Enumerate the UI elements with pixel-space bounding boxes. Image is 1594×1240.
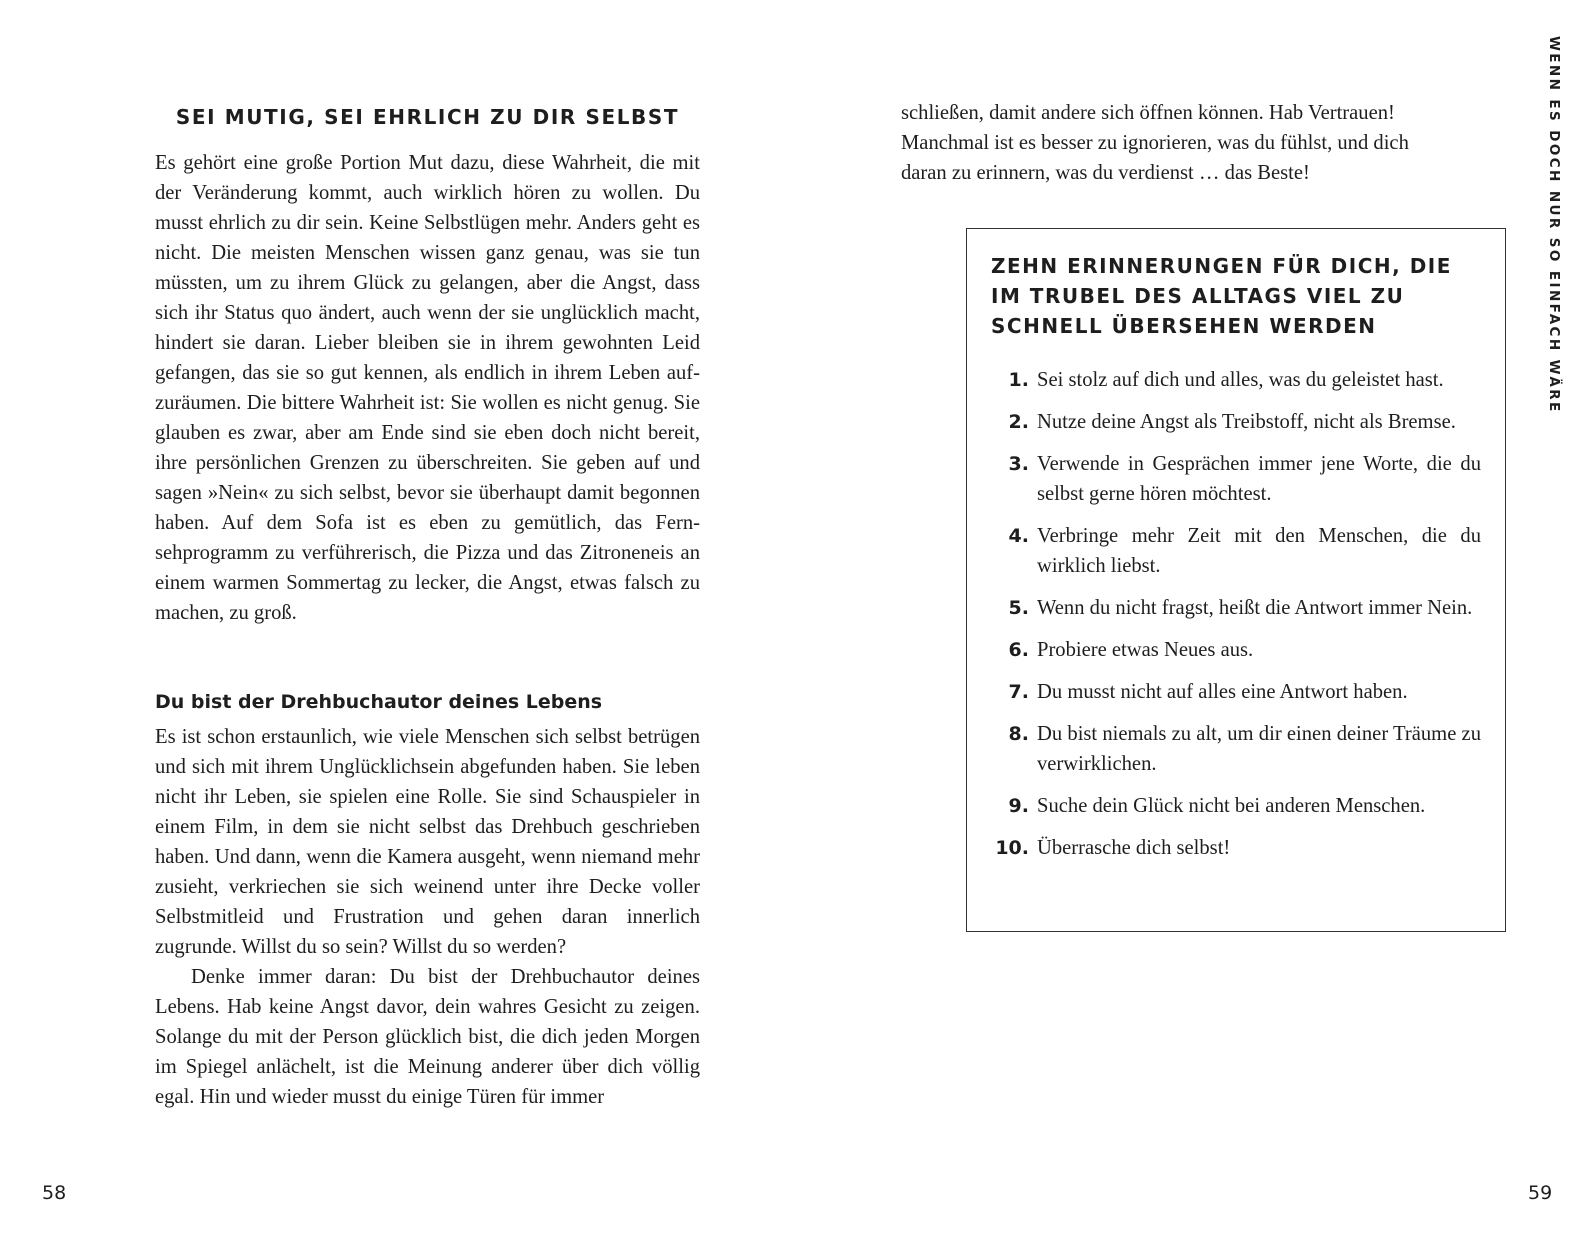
list-item-number: 8. [1008, 723, 1029, 745]
right-page-column [901, 98, 1446, 188]
reminders-box [966, 228, 1506, 932]
list-item-text: Verwende in Gesprächen immer jene Worte, die du selbst gerne hören möchtest. [1037, 453, 1481, 505]
subheading: Du bist der Drehbuchautor deines Lebens [155, 691, 603, 713]
list-item [991, 407, 1481, 437]
list-item [991, 449, 1481, 509]
section-title: SEI MUTIG, SEI EHRLICH ZU DIR SELBST [175, 105, 680, 129]
list-item-number: 9. [1008, 795, 1029, 817]
list-item [991, 635, 1481, 665]
list-item-text: Du bist niemals zu alt, um dir einen deiner Träume zu verwirklichen. [1037, 723, 1481, 775]
left-page-column [155, 104, 700, 1112]
reminders-list [991, 365, 1481, 863]
box-title: ZEHN ERINNERUNGEN FÜR DICH, DIE IM TRUBEL DES ALLTAGS VIEL ZU SCHNELL ÜBERSEHEN WERDEN [991, 254, 1452, 338]
list-item-text: Wenn du nicht fragst, heißt die Antwort immer Nein. [1037, 597, 1473, 619]
paragraph-1: Es gehört eine große Portion Mut dazu, diese Wahrheit, die mit der Veränderung kommt, auch wirklich hören zu wollen. Du musst ehrlich zu dir sein. Keine Selbstlügen mehr. Anders geht es nicht. Die meisten Menschen wissen ganz genau, was sie tun müssten, um zu ihrem Glück zu gelangen, aber die Angst, dass sich ihr Status quo ändert, auch wenn der sie unglücklich macht, hindert sie daran. Lieber bleiben sie in ihrem gewohnten Leid gefangen, das sie so gut kennen, als endlich in ihrem Leben aufzuräumen. Die bittere Wahrheit ist: Sie wollen es nicht genug. Sie glauben es zwar, aber am Ende sind sie eben doch nicht bereit, ihre persönlichen Grenzen zu überschreiten. Sie geben auf und sagen »Nein« zu sich selbst, bevor sie überhaupt damit begonnen haben. Auf dem Sofa ist es eben zu gemütlich, das Fernsehprogramm zu verführerisch, die Pizza und das Zitroneneis an einem warmen Sommertag zu lecker, die Angst, etwas falsch zu machen, zu groß. [155, 152, 700, 624]
list-item-number: 7. [1008, 681, 1029, 703]
list-item [991, 365, 1481, 395]
page-number-left: 58 [42, 1182, 67, 1204]
list-item [991, 593, 1481, 623]
list-item [991, 677, 1481, 707]
list-item-text: Sei stolz auf dich und alles, was du geleistet hast. [1037, 369, 1444, 391]
list-item [991, 791, 1481, 821]
list-item [991, 521, 1481, 581]
list-item-text: Nutze deine Angst als Treibstoff, nicht als Bremse. [1037, 411, 1456, 433]
page-number-right: 59 [1528, 1182, 1553, 1204]
list-item-text: Probiere etwas Neues aus. [1037, 639, 1254, 661]
list-item-number: 6. [1008, 639, 1029, 661]
list-item-text: Überrasche dich selbst! [1037, 837, 1231, 859]
running-head: WENN ES DOCH NUR SO EINFACH WÄRE [1546, 36, 1562, 414]
list-item [991, 719, 1481, 779]
list-item-number: 1. [1008, 369, 1029, 391]
list-item-text: Verbringe mehr Zeit mit den Menschen, die du wirklich liebst. [1037, 525, 1481, 577]
paragraph-continued: schließen, damit andere sich öffnen können. Hab Vertrauen! Manchmal ist es besser zu ignorieren, was du fühlst, und dich daran zu erinnern, was du verdienst … das Beste! [901, 102, 1409, 184]
list-item-number: 5. [1008, 597, 1029, 619]
paragraph-3: Denke immer daran: Du bist der Drehbuchautor deines Lebens. Hab keine Angst davor, dein wahres Gesicht zu zeigen. Solange du mit der Person glücklich bist, die dich jeden Morgen im Spiegel anlächelt, ist die Meinung anderer über dich völlig egal. Hin und wieder musst du einige Türen für immer [155, 966, 700, 1108]
list-item-number: 4. [1008, 525, 1029, 547]
list-item-text: Du musst nicht auf alles eine Antwort haben. [1037, 681, 1408, 703]
list-item-number: 10. [995, 837, 1029, 859]
list-item-number: 3. [1008, 453, 1029, 475]
list-item [991, 833, 1481, 863]
list-item-number: 2. [1008, 411, 1029, 433]
list-item-text: Suche dein Glück nicht bei anderen Menschen. [1037, 795, 1426, 817]
paragraph-2: Es ist schon erstaunlich, wie viele Menschen sich selbst betrügen und sich mit ihrem Unglücklichsein abgefunden haben. Sie leben nicht ihr Leben, sie spielen eine Rolle. Sie sind Schauspieler in einem Film, in dem sie nicht selbst das Drehbuch geschrieben haben. Und dann, wenn die Kamera ausgeht, wenn niemand mehr zusieht, verkriechen sie sich weinend unter ihre Decke voller Selbstmitleid und Frustration und gehen daran innerlich zugrunde. Willst du so sein? Willst du so werden? [155, 726, 700, 958]
